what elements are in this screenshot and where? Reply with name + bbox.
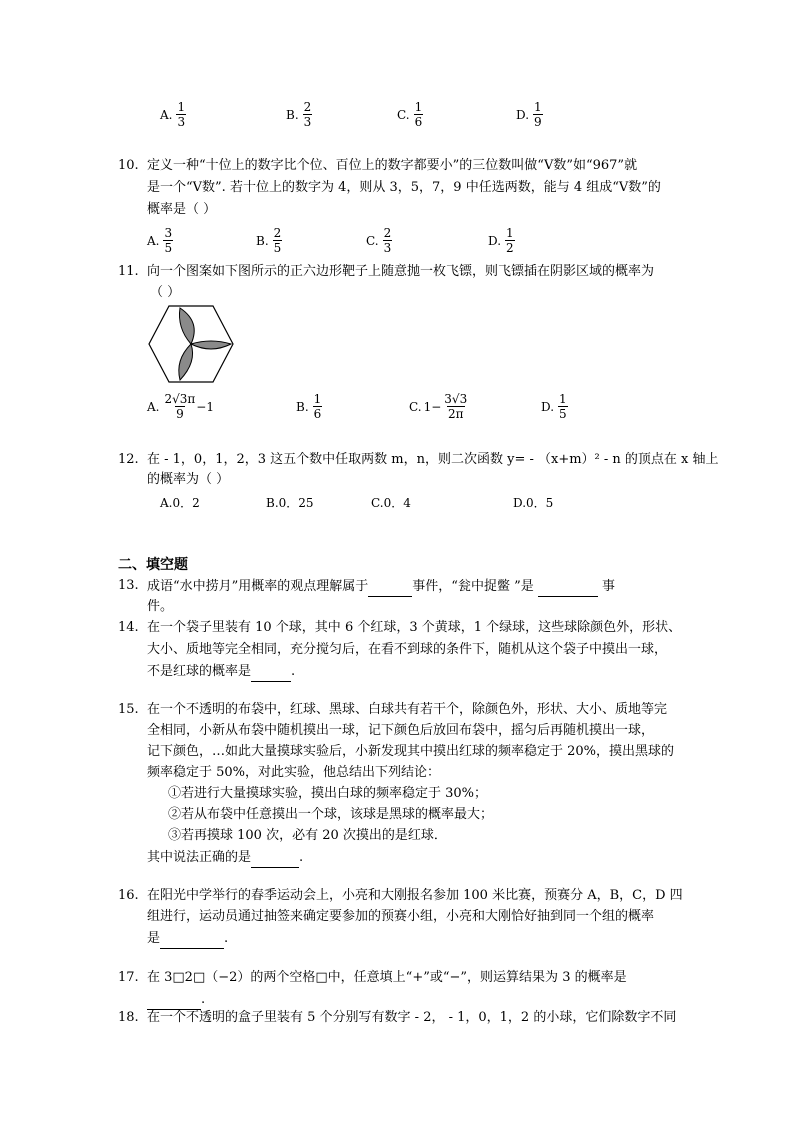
- question-text: 在 3□2□（−2）的两个空格□中，任意填上“+”或“−”，则运算结果为 3 的概率是: [147, 970, 627, 985]
- expression-suffix: −1: [196, 399, 214, 414]
- option-label: C.: [409, 399, 422, 414]
- q10-option-b: [256, 226, 282, 255]
- answer-blank[interactable]: [147, 989, 201, 1010]
- question-text: 大小、质地等完全相同，充分搅匀后，在看不到球的条件下，随机从这个袋子中摸出一球，: [147, 642, 668, 657]
- denominator: 9: [176, 407, 184, 421]
- question-text: 是一个“V数”. 若十位上的数字为 4，则从 3，5，7，9 中任选两数，能与 4 组成“V数”的: [147, 180, 661, 195]
- q9-option-d: [516, 100, 543, 129]
- hexagon-target-figure: [147, 304, 235, 384]
- question-text: [147, 928, 228, 949]
- question-text: 概率是（ ）: [147, 202, 217, 217]
- fraction: [414, 100, 424, 129]
- statement-item: ③若再摸球 100 次，必有 20 次摸出的是红球．: [168, 828, 447, 843]
- question-text: 在阳光中学举行的春季运动会上，小亮和大刚报名参加 100 米比赛，预赛分 A，B，C，D 四: [147, 888, 683, 903]
- numerator: 1: [534, 100, 542, 114]
- question-number: 18.: [118, 1010, 139, 1025]
- denominator: 6: [313, 407, 322, 421]
- q9-option-a: [160, 100, 186, 129]
- text-segment: 事: [602, 579, 616, 594]
- q11-option-c: [409, 392, 468, 421]
- answer-blank[interactable]: [368, 576, 412, 597]
- fraction: [176, 100, 186, 129]
- question-text: 全相同，小新从布袋中随机摸出一球，记下颜色后放回布袋中，摇匀后再随机摸出一球，: [147, 723, 655, 738]
- section-heading: 二、填空题: [118, 557, 188, 573]
- numerator: 1: [414, 100, 423, 114]
- fraction: [163, 392, 196, 421]
- question-number: 17.: [118, 970, 139, 985]
- denominator: 6: [414, 115, 423, 129]
- answer-blank[interactable]: [160, 928, 224, 949]
- statement-item: ②若从布袋中任意摸出一个球，该球是黑球的概率最大；: [168, 807, 494, 822]
- question-number: 14.: [118, 620, 139, 635]
- answer-blank[interactable]: [251, 661, 291, 682]
- fraction: [383, 226, 393, 255]
- numerator: 1: [506, 226, 514, 240]
- numerator: 2: [273, 226, 282, 240]
- text-segment: 是: [147, 931, 161, 946]
- q12-option-a: A.0．2: [160, 496, 200, 510]
- question-number: 11.: [118, 264, 139, 279]
- denominator: 3: [177, 115, 186, 129]
- denominator: 5: [559, 407, 567, 421]
- fraction: [558, 392, 568, 421]
- question-text: 定义一种“十位上的数字比个位、百位上的数字都要小”的三位数叫做“V数”如“967”就: [147, 158, 638, 173]
- numerator: 2: [303, 100, 312, 114]
- answer-blank[interactable]: [251, 847, 299, 868]
- fraction: [533, 100, 543, 129]
- numerator: 3√3: [444, 392, 468, 406]
- denominator: 9: [534, 115, 542, 129]
- question-text: [147, 661, 295, 682]
- numerator: 1: [559, 392, 567, 406]
- denominator: 3: [303, 115, 312, 129]
- option-label: B.: [256, 233, 269, 248]
- question-text: 在一个不透明的盒子里装有 5 个分别写有数字 - 2， - 1，0，1，2 的小球，它们除数字不同: [147, 1010, 677, 1025]
- question-text: [147, 989, 205, 1010]
- expression-prefix: 1−: [423, 399, 442, 414]
- q9-option-c: [397, 100, 423, 129]
- question-text: 向一个图案如下图所示的正六边形靶子上随意抛一枚飞镖，则飞镖插在阴影区域的概率为: [147, 264, 655, 279]
- denominator: 2π: [447, 407, 464, 421]
- q11-option-a: [147, 392, 214, 421]
- numerator: 3: [164, 226, 173, 240]
- question-text: 件。: [147, 599, 174, 614]
- q12-option-b: B.0．25: [266, 496, 314, 510]
- statement-item: ①若进行大量摸球实验，摸出白球的频率稳定于 30%；: [168, 786, 488, 801]
- question-text: [147, 576, 615, 597]
- q10-option-a: [147, 226, 173, 255]
- text-segment: .: [291, 664, 296, 679]
- option-label: D.: [541, 399, 555, 414]
- text-segment: 成语“水中捞月”用概率的观点理解属于: [147, 579, 369, 594]
- question-text: 在一个不透明的布袋中，红球、黑球、白球共有若干个，除颜色外，形状、大小、质地等完: [147, 702, 668, 717]
- question-text: 的概率为（ ）: [147, 472, 230, 487]
- fraction: [163, 226, 173, 255]
- numerator: 1: [177, 100, 186, 114]
- question-number: 13.: [118, 578, 139, 593]
- q9-option-b: [286, 100, 312, 129]
- denominator: 5: [273, 241, 282, 255]
- question-number: 16.: [118, 888, 139, 903]
- q10-option-c: [366, 226, 392, 255]
- option-label: D.: [516, 107, 530, 122]
- option-label: B.: [286, 107, 299, 122]
- denominator: 2: [506, 241, 514, 255]
- fraction: [505, 226, 515, 255]
- text-segment: 事件，“瓮中捉鳖 ”是: [412, 579, 534, 594]
- numerator: 2: [383, 226, 392, 240]
- numerator: 1: [313, 392, 322, 406]
- fraction: [303, 100, 313, 129]
- text-segment: .: [201, 992, 206, 1007]
- q12-option-d: D.0．5: [513, 496, 554, 510]
- q11-option-b: [296, 392, 322, 421]
- option-label: C.: [366, 233, 379, 248]
- option-label: D.: [488, 233, 502, 248]
- question-text: 频率稳定于 50%，对此实验，他总结出下列结论：: [147, 765, 441, 780]
- answer-blank[interactable]: [538, 576, 598, 597]
- denominator: 3: [383, 241, 392, 255]
- text-segment: .: [224, 931, 229, 946]
- question-number: 10.: [118, 158, 139, 173]
- text-segment: 不是红球的概率是: [147, 664, 252, 679]
- text-segment: 其中说法正确的是: [147, 850, 252, 865]
- fraction: [443, 392, 468, 421]
- option-label: A.: [160, 107, 173, 122]
- question-number: 15.: [118, 702, 139, 717]
- q10-option-d: [488, 226, 515, 255]
- fraction: [273, 226, 283, 255]
- numerator: 2√3π: [164, 392, 196, 406]
- q12-option-c: C.0．4: [371, 496, 411, 510]
- q11-option-d: [541, 392, 568, 421]
- question-text: 在 - 1，0，1，2，3 这五个数中任取两数 m，n，则二次函数 y= - （x+m）² - n 的顶点在 x 轴上: [147, 452, 719, 467]
- denominator: 5: [164, 241, 173, 255]
- question-text: [147, 847, 303, 868]
- question-text: 组进行，运动员通过抽签来确定要参加的预赛小组，小亮和大刚恰好抽到同一个组的概率: [147, 909, 655, 924]
- option-label: A.: [147, 233, 160, 248]
- question-text: （ ）: [150, 285, 181, 300]
- text-segment: .: [299, 850, 304, 865]
- option-label: A.: [147, 399, 160, 414]
- question-number: 12.: [118, 452, 139, 467]
- option-label: B.: [296, 399, 309, 414]
- option-label: C.: [397, 107, 410, 122]
- fraction: [313, 392, 323, 421]
- question-text: 记下颜色，…如此大量摸球实验后，小新发现其中摸出红球的频率稳定于 20%，摸出黑球的: [147, 744, 675, 759]
- question-text: 在一个袋子里装有 10 个球，其中 6 个红球，3 个黄球，1 个绿球，这些球除颜色外，形状、: [147, 620, 682, 635]
